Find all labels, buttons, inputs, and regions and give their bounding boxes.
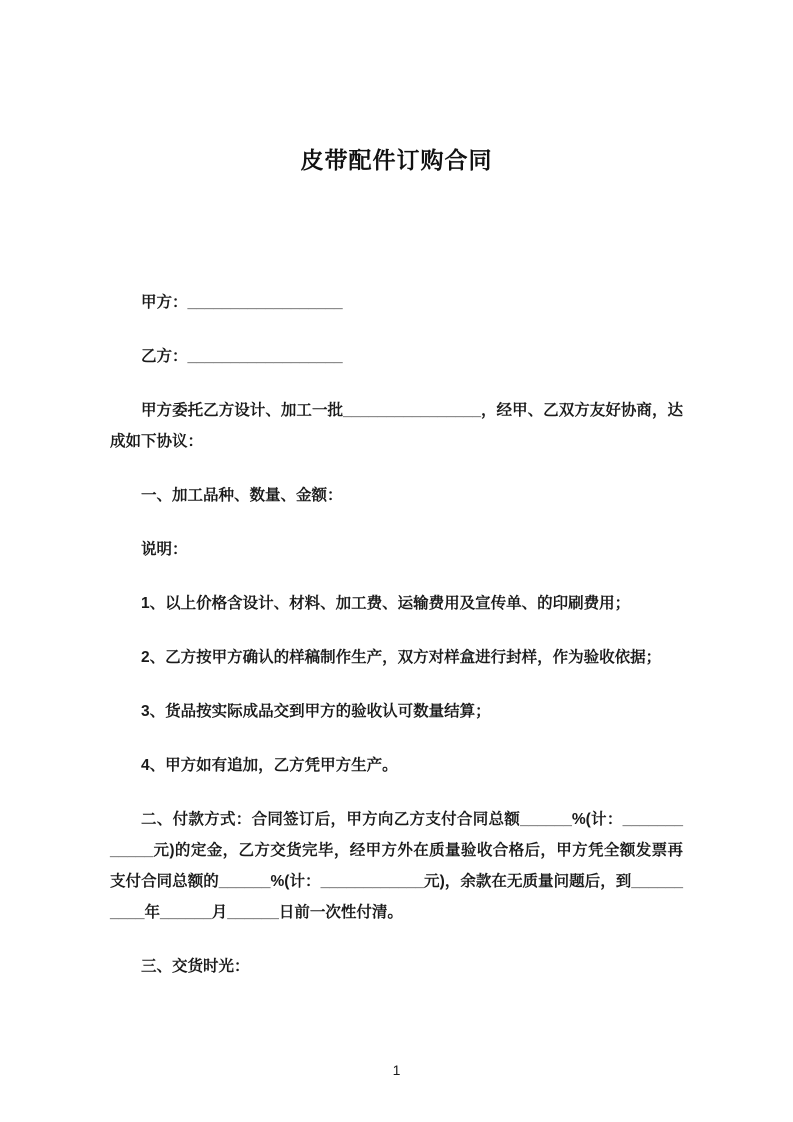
note-item-4: 4、甲方如有追加，乙方凭甲方生产。 — [141, 757, 398, 774]
note-item-3: 3、货品按实际成品交到甲方的验收认可数量结算； — [141, 703, 491, 720]
party-a-line: 甲方：__________________ — [141, 294, 343, 311]
intro-paragraph: 甲方委托乙方设计、加工一批________________，经甲、乙双方友好协商，达成如下协议： — [110, 402, 683, 450]
section-3-heading: 三、交货时光： — [141, 958, 250, 975]
document-title: 皮带配件订购合同 — [300, 147, 493, 173]
document-body — [110, 287, 683, 982]
section-2-payment-paragraph: 二、付款方式：合同签订后，甲方向乙方支付合同总额______%(计：____________元)的定金，乙方交货完毕，经甲方外在质量验收合格后，甲方凭全额发票再支付合同总额的______%(计：____________元)，余款在无质量问题后，到__________年______月______日前一次性付清。 — [110, 811, 683, 921]
note-item-1: 1、以上价格含设计、材料、加工费、运输费用及宣传单、的印刷费用； — [141, 595, 631, 612]
section-1-heading: 一、加工品种、数量、金额： — [141, 487, 343, 504]
page-number: 1 — [392, 1062, 401, 1078]
note-item-2: 2、乙方按甲方确认的样稿制作生产，双方对样盒进行封样，作为验收依据； — [141, 649, 662, 666]
party-b-line: 乙方：__________________ — [141, 348, 343, 365]
notes-label: 说明： — [141, 541, 188, 558]
